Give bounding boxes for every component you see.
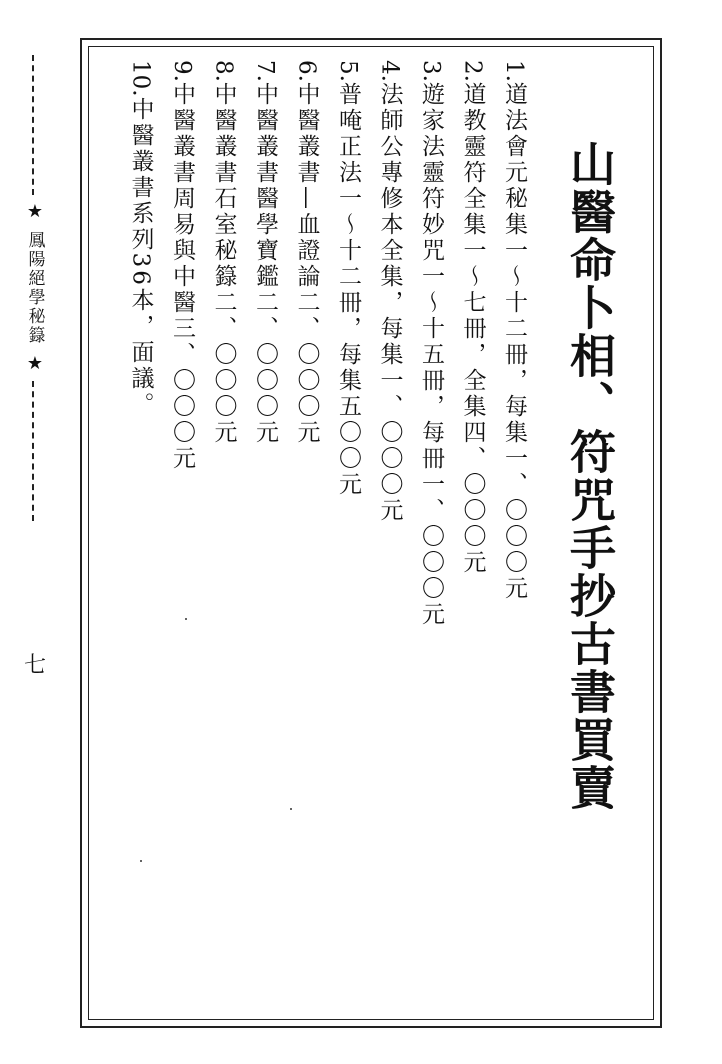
- item-number: 1.: [501, 60, 527, 82]
- item-number: 6.: [293, 60, 320, 82]
- list-item: [119, 60, 161, 780]
- list-item: [368, 60, 410, 780]
- price-list: [104, 60, 534, 780]
- item-text: 普唵正法一～十二冊，每集五〇〇元: [335, 81, 361, 498]
- list-item: [451, 60, 493, 780]
- item-text: 中醫叢書石室秘籙二、〇〇〇元: [210, 81, 237, 446]
- page-number: 七: [23, 653, 46, 678]
- item-text: 中醫叢書周易與中醫三、〇〇〇元: [169, 81, 195, 472]
- list-item: [244, 60, 286, 780]
- item-number: 10.: [127, 60, 154, 97]
- scan-speck: [140, 860, 142, 862]
- star-icon-bottom: ★: [26, 353, 44, 374]
- list-item: [285, 60, 327, 780]
- margin-title: 鳳陽絕學秘籙: [24, 231, 45, 345]
- item-text: 道法會元秘集一～十二冊，每集一、〇〇〇元: [501, 81, 527, 602]
- list-item: [327, 60, 369, 780]
- document-title: 山醫命卜相、符咒手抄古書買賣: [563, 140, 617, 812]
- item-number: 7.: [252, 60, 278, 82]
- margin-dashed-line-top: [32, 55, 38, 195]
- list-item: [161, 60, 203, 780]
- item-text: 法師公專修本全集，每集一、〇〇〇元: [376, 81, 403, 524]
- item-number: 4.: [376, 60, 403, 82]
- list-item: [202, 60, 244, 780]
- item-number: 9.: [169, 60, 195, 82]
- item-text: 道教靈符全集一～七冊，全集四、〇〇〇元: [459, 81, 486, 576]
- item-text: 中醫叢書—血證論二、〇〇〇元: [293, 81, 320, 446]
- star-icon-top: ★: [26, 201, 44, 222]
- scan-speck: [185, 618, 187, 620]
- item-text: 中醫叢書醫學寶鑑二、〇〇〇元: [252, 81, 278, 446]
- margin-dashed-line-bottom: [32, 381, 38, 521]
- item-number: 3.: [418, 60, 444, 82]
- left-margin-strip: [22, 55, 48, 695]
- item-number: 8.: [210, 60, 237, 82]
- list-item: [493, 60, 535, 780]
- scan-speck: [290, 808, 292, 810]
- item-text: 遊家法靈符妙咒一～十五冊，每冊一、〇〇〇元: [418, 81, 444, 628]
- item-number: 5.: [335, 60, 361, 82]
- item-number: 2.: [459, 60, 486, 82]
- item-text: 中醫叢書系列36本，面議。: [127, 96, 154, 418]
- list-item: [410, 60, 452, 780]
